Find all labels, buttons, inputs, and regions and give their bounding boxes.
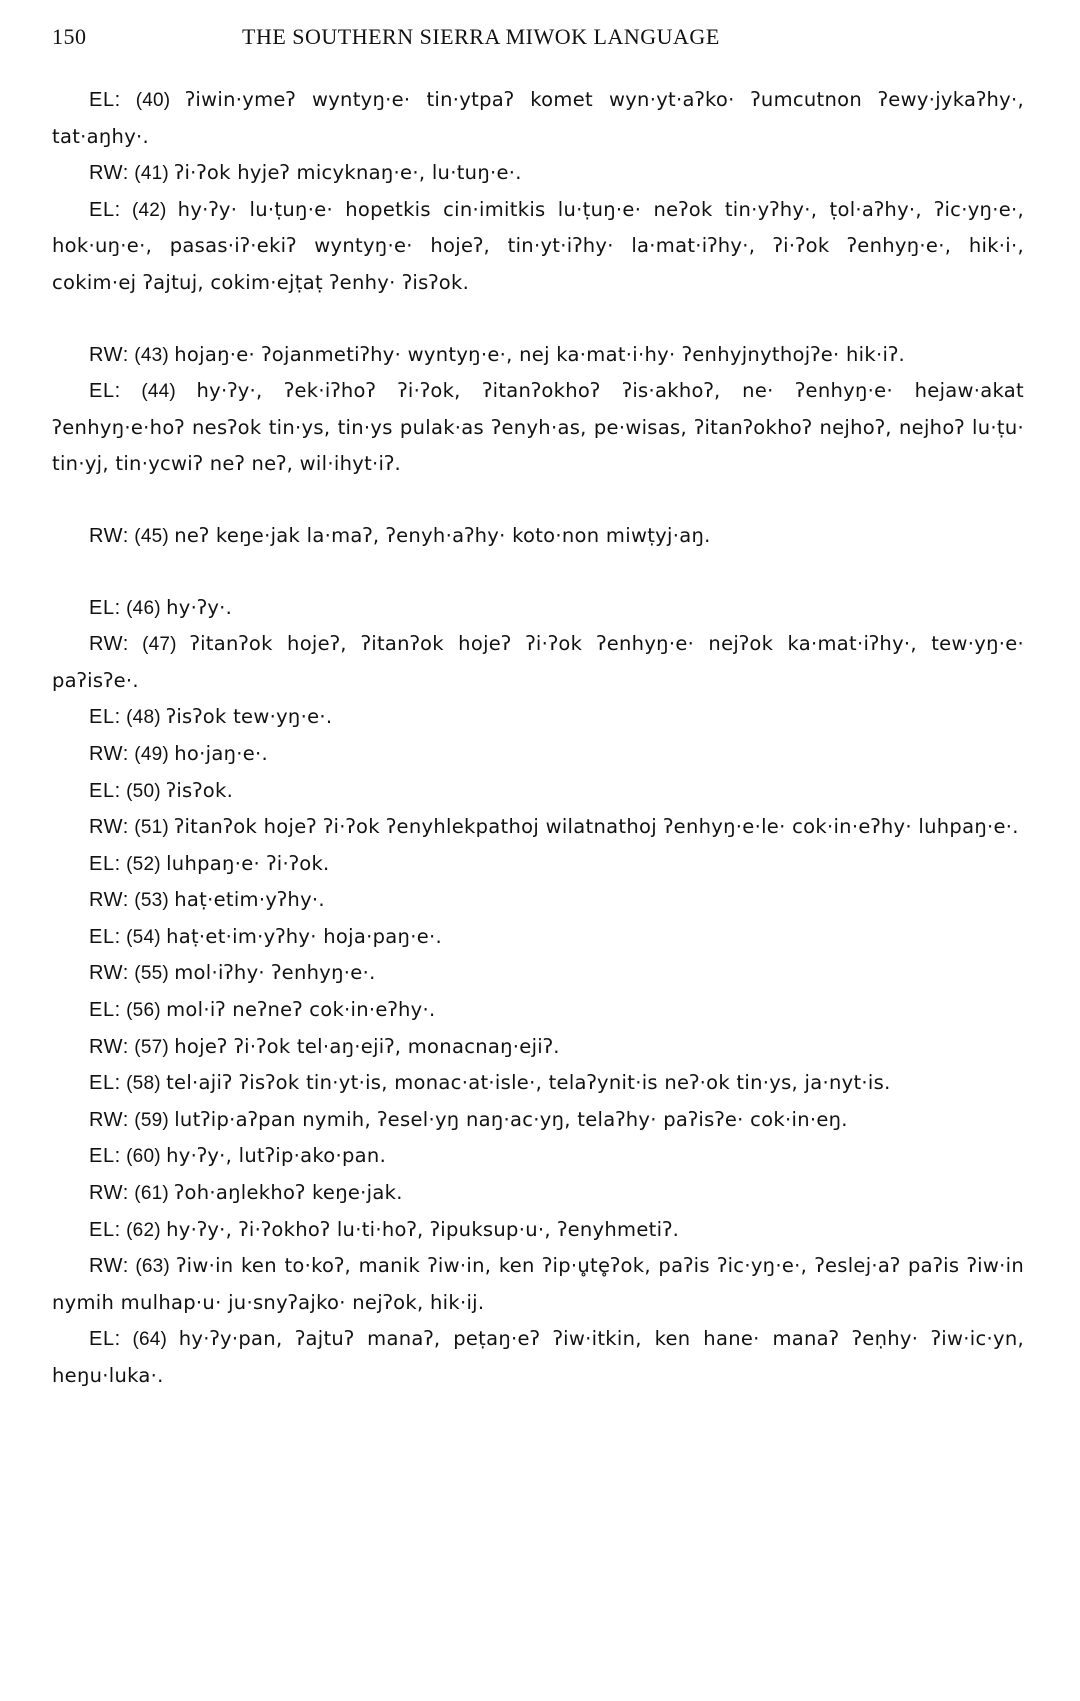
transcript-body <box>52 82 1024 1395</box>
dialogue-turn <box>52 992 1024 1029</box>
utterance-number: (46) <box>126 597 161 619</box>
speaker-label: EL: <box>89 89 121 111</box>
speaker-label: EL: <box>89 1328 121 1351</box>
utterance-number: (50) <box>126 780 161 802</box>
utterance-text: haṭ·etim·yʔhy·. <box>174 888 325 912</box>
utterance-number: (59) <box>134 1109 169 1131</box>
speaker-label: EL: <box>89 1145 121 1168</box>
utterance-number: (51) <box>134 817 169 839</box>
dialogue-turn <box>52 882 1024 919</box>
dialogue-turn <box>52 518 1024 555</box>
utterance-number: (49) <box>134 743 169 765</box>
dialogue-turn <box>52 192 1024 302</box>
speaker-label: RW: <box>89 1255 129 1278</box>
utterance-text: luhpaŋ·e· ʔi·ʔok. <box>166 851 330 875</box>
utterance-number: (57) <box>134 1036 169 1058</box>
utterance-text: hy·ʔy·. <box>166 595 233 619</box>
utterance-number: (61) <box>134 1183 169 1205</box>
utterance-number: (64) <box>132 1329 168 1351</box>
dialogue-turn <box>52 155 1024 192</box>
utterance-number: (52) <box>126 853 161 875</box>
utterance-text: lutʔip·aʔpan nymih, ʔesel·yŋ naŋ·ac·yŋ, telaʔhy· paʔisʔe· cok·in·eŋ. <box>174 1107 848 1131</box>
speaker-label: RW: <box>89 962 129 985</box>
running-title: THE SOUTHERN SIERRA MIWOK LANGUAGE <box>242 24 720 49</box>
utterance-text: tel·ajiʔ ʔisʔok tin·yt·is, monac·at·isle·, telaʔynit·is neʔ·ok tin·ys, ja·nyt·is. <box>166 1071 891 1095</box>
speaker-label: RW: <box>89 1108 129 1131</box>
utterance-number: (45) <box>134 525 169 547</box>
utterance-number: (44) <box>141 381 176 403</box>
utterance-text: ʔitanʔok hojeʔ ʔi·ʔok ʔenyhlekpathoj wilatnathoj ʔenhyŋ·e·le· cok·in·eʔhy· luhpaŋ·e·. <box>174 815 1019 839</box>
utterance-text: hojaŋ·e· ʔojanmetiʔhy· wyntyŋ·e·, nej ka·mat·i·hy· ʔenhyjnythojʔe· hik·iʔ. <box>174 342 905 366</box>
running-head <box>52 24 992 60</box>
dialogue-turn <box>52 1102 1024 1139</box>
utterance-text: hy·ʔy· lu·ṭuŋ·e· hopetkis cin·imitkis lu·ṭuŋ·e· neʔok tin·yʔhy·, ṭol·aʔhy·, ʔic·yŋ·e·, hok·uŋ·e·, pasas·iʔ·ekiʔ wyntyŋ·e· hojeʔ, tin·yt·iʔhy· la·mat·iʔhy·, ʔi·ʔok ʔenhyŋ·e·, hik·i·, cokim·ej ʔajtuj, cokim·ejṭaṭ ʔenhy· ʔisʔok. <box>52 197 1024 294</box>
utterance-number: (43) <box>134 344 169 366</box>
utterance-text: ho·jaŋ·e·. <box>174 741 269 765</box>
speaker-label: RW: <box>89 816 129 839</box>
dialogue-turn <box>52 1248 1024 1321</box>
utterance-text: mol·iʔhy· ʔenhyŋ·e·. <box>174 961 376 985</box>
utterance-number: (41) <box>134 163 169 185</box>
utterance-number: (53) <box>134 890 169 912</box>
dialogue-turn <box>52 699 1024 736</box>
dialogue-turn <box>52 373 1024 483</box>
dialogue-turn <box>52 1321 1024 1394</box>
utterance-number: (48) <box>126 707 161 729</box>
dialogue-turn <box>52 809 1024 846</box>
speaker-label: RW: <box>89 1182 129 1205</box>
dialogue-turn <box>52 1029 1024 1066</box>
dialogue-turn <box>52 919 1024 956</box>
dialogue-turn <box>52 1175 1024 1212</box>
speaker-label: EL: <box>89 999 121 1022</box>
speaker-label: RW: <box>89 1035 129 1058</box>
utterance-number: (54) <box>126 926 161 948</box>
dialogue-turn <box>52 846 1024 883</box>
utterance-text: mol·iʔ neʔneʔ cok·in·eʔhy·. <box>166 998 436 1022</box>
speaker-label: EL: <box>89 706 121 729</box>
speaker-label: RW: <box>89 524 129 547</box>
dialogue-turn <box>52 590 1024 627</box>
utterance-text: ʔisʔok tew·yŋ·e·. <box>166 705 333 729</box>
dialogue-turn <box>52 1065 1024 1102</box>
utterance-text: hy·ʔy·, ʔek·iʔhoʔ ʔi·ʔok, ʔitanʔokhoʔ ʔis·akhoʔ, ne· ʔenhyŋ·e· hejaw·akat ʔenhyŋ·e·hoʔ nesʔok tin·ys, tin·ys pulak·as ʔenyh·as, pe·wisas, ʔitanʔokhoʔ nejhoʔ, nejhoʔ lu·ṭu· tin·yj, tin·ycwiʔ neʔ neʔ, wil·ihyt·iʔ. <box>52 379 1025 476</box>
speaker-label: RW: <box>89 343 129 366</box>
utterance-text: ʔi·ʔok hyjeʔ micyknaŋ·e·, lu·tuŋ·e·. <box>174 161 522 185</box>
utterance-text: hy·ʔy·pan, ʔajtuʔ manaʔ, peṭaŋ·eʔ ʔiw·itkin, ken hane· manaʔ ʔeṇhy· ʔiw·ic·yn, heŋu·luka·. <box>52 1327 1025 1387</box>
utterance-number: (55) <box>134 963 169 985</box>
dialogue-turn <box>52 1212 1024 1249</box>
utterance-text: neʔ keŋe·jak la·maʔ, ʔenyh·aʔhy· koto·non miwṭyj·aŋ. <box>174 523 711 547</box>
utterance-text: hojeʔ ʔi·ʔok tel·aŋ·ejiʔ, monacnaŋ·ejiʔ. <box>174 1034 560 1058</box>
utterance-number: (42) <box>131 199 167 221</box>
speaker-label: EL: <box>89 925 121 948</box>
dialogue-turn <box>52 337 1024 374</box>
utterance-text: haṭ·et·im·yʔhy· hoja·paŋ·e·. <box>166 924 443 948</box>
utterance-number: (63) <box>135 1256 170 1278</box>
utterance-number: (62) <box>126 1219 161 1241</box>
dialogue-turn <box>52 1138 1024 1175</box>
utterance-text: hy·ʔy·, ʔi·ʔokhoʔ lu·ti·hoʔ, ʔipuksup·u·, ʔenyhmetiʔ. <box>166 1217 680 1241</box>
speaker-label: RW: <box>89 742 129 765</box>
dialogue-turn <box>52 82 1024 155</box>
page-number: 150 <box>52 24 87 49</box>
utterance-text: hy·ʔy·, lutʔip·ako·pan. <box>166 1144 387 1168</box>
speaker-label: EL: <box>89 779 121 802</box>
speaker-label: EL: <box>89 852 121 875</box>
utterance-text: ʔoh·aŋlekhoʔ keŋe·jak. <box>174 1181 403 1205</box>
utterance-number: (56) <box>126 1000 161 1022</box>
utterance-text: ʔitanʔok hojeʔ, ʔitanʔok hojeʔ ʔi·ʔok ʔenhyŋ·e· nejʔok ka·mat·iʔhy·, tew·yŋ·e· paʔisʔe·. <box>52 632 1025 692</box>
speaker-label: EL: <box>89 596 121 619</box>
speaker-label: EL: <box>89 198 121 221</box>
dialogue-turn <box>52 955 1024 992</box>
speaker-label: EL: <box>89 1218 121 1241</box>
speaker-label: EL: <box>89 1072 121 1095</box>
speaker-label: RW: <box>89 889 129 912</box>
dialogue-turn <box>52 773 1024 810</box>
dialogue-turn <box>52 626 1024 699</box>
speaker-label: EL: <box>89 380 121 403</box>
utterance-text: ʔiwin·ymeʔ wyntyŋ·e· tin·ytpaʔ komet wyn·yt·aʔko· ʔumcutnon ʔewy·jykaʔhy·, tat·aŋhy·. <box>52 88 1024 148</box>
utterance-text: ʔiw·in ken to·koʔ, manik ʔiw·in, ken ʔip·u̥te̥ʔok, paʔis ʔic·yŋ·e·, ʔeslej·aʔ paʔis ʔiw·in nymih mulhap·u· ju·snyʔajko· nejʔok, hik·ij. <box>52 1254 1025 1314</box>
speaker-label: RW: <box>89 162 129 185</box>
utterance-number: (58) <box>126 1073 161 1095</box>
speaker-label: RW: <box>89 633 129 656</box>
utterance-number: (47) <box>142 634 177 656</box>
utterance-number: (40) <box>135 90 171 111</box>
dialogue-turn <box>52 736 1024 773</box>
utterance-text: ʔisʔok. <box>166 778 234 802</box>
utterance-number: (60) <box>126 1146 161 1168</box>
